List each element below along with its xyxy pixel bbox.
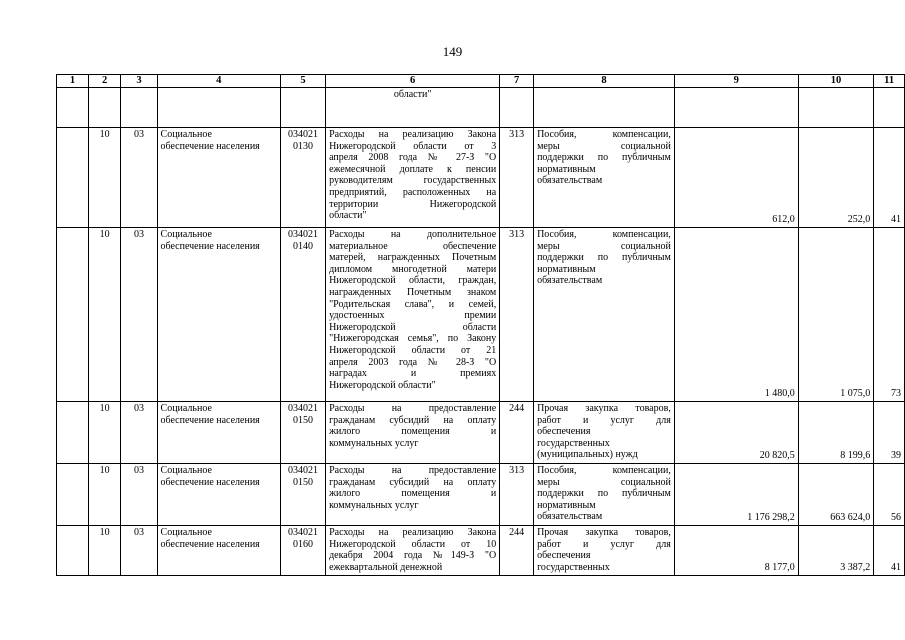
cell-col-5: [280, 402, 325, 464]
cell-line: области": [329, 210, 367, 222]
cell-line: гражданам субсидий на оплату: [329, 476, 497, 488]
cell-line: Нижегородской области, граждан,: [329, 275, 497, 287]
cell-line: Социальное: [160, 465, 212, 476]
cell-line: 034021: [287, 527, 318, 538]
cell-line: Пособия, компенсации,: [537, 129, 671, 140]
cell-col-7: 313: [500, 464, 534, 526]
cell-line: гражданам субсидий на оплату: [329, 414, 497, 426]
cell-line: государственных: [537, 561, 610, 573]
cell-line: Социальное: [160, 129, 212, 140]
cell-line: работ и услуг для: [537, 414, 671, 426]
table-row: [57, 88, 905, 128]
cell-col-9: 1 176 298,2: [674, 464, 798, 526]
cell-col-9: 8 177,0: [674, 526, 798, 576]
cell-col-5: [280, 228, 325, 402]
cell-col-4: [157, 128, 280, 228]
cell-col-7: 313: [500, 128, 534, 228]
table-row: [57, 402, 905, 464]
table-header-row: [57, 75, 905, 88]
cell-line: 034021: [287, 465, 318, 476]
cell-line: обязательствам: [537, 275, 603, 287]
cell-col-8: [534, 88, 675, 128]
cell-col-1: [57, 128, 89, 228]
cell-line: апреля 2008 года № 27-З "О: [329, 152, 497, 164]
cell-line: коммунальных услуг: [329, 437, 419, 449]
column-header: 1: [57, 75, 89, 88]
cell-line: меры социальной: [537, 476, 671, 488]
cell-line: коммунальных услуг: [329, 499, 419, 511]
cell-line: поддержки по публичным: [537, 152, 671, 164]
cell-col-4: [157, 402, 280, 464]
cell-line: наградах и премиях: [329, 368, 497, 380]
cell-line: 034021: [287, 229, 318, 240]
cell-col-7: 244: [500, 526, 534, 576]
cell-line: обеспечение населения: [160, 538, 260, 550]
cell-line: обеспечение населения: [160, 414, 260, 426]
cell-col-11: 73: [874, 228, 905, 402]
cell-line: Социальное: [160, 527, 212, 538]
cell-col-3: 03: [121, 526, 157, 576]
table-row: [57, 228, 905, 402]
cell-line: жилого помещения и: [329, 488, 497, 500]
cell-line: обеспечение населения: [160, 140, 260, 152]
cell-col-5: [280, 464, 325, 526]
cell-line: 0140: [292, 240, 313, 252]
cell-line: 0150: [292, 476, 313, 488]
cell-line: удостоенных премии: [329, 310, 497, 322]
cell-line: меры социальной: [537, 140, 671, 152]
table-row: [57, 128, 905, 228]
page-number: 149: [442, 44, 463, 59]
cell-line: Нижегородской области от 3: [329, 140, 497, 152]
cell-col-2: [88, 88, 121, 128]
cell-col-11: [874, 88, 905, 128]
cell-col-2: 10: [88, 228, 121, 402]
cell-col-9: 20 820,5: [674, 402, 798, 464]
cell-col-3: 03: [121, 402, 157, 464]
cell-line: обеспечения: [537, 426, 591, 438]
cell-line: меры социальной: [537, 240, 671, 252]
cell-line: апреля 2003 года № 28-З "О: [329, 356, 497, 368]
column-header: 6: [326, 75, 500, 88]
cell-line: области": [393, 89, 432, 100]
cell-line: работ и услуг для: [537, 538, 671, 550]
column-header: 3: [121, 75, 157, 88]
cell-col-3: 03: [121, 228, 157, 402]
cell-line: жилого помещения и: [329, 426, 497, 438]
cell-col-6: [326, 228, 500, 402]
cell-line: Прочая закупка товаров,: [537, 403, 671, 414]
cell-col-2: 10: [88, 464, 121, 526]
cell-line: обеспечение населения: [160, 240, 260, 252]
cell-col-10: 8 199,6: [798, 402, 874, 464]
cell-col-1: [57, 228, 89, 402]
cell-col-1: [57, 464, 89, 526]
cell-col-8: [534, 228, 675, 402]
cell-line: 034021: [287, 129, 318, 140]
cell-line: Социальное: [160, 403, 212, 414]
cell-col-9: 1 480,0: [674, 228, 798, 402]
cell-line: Расходы на реализацию Закона: [329, 527, 497, 538]
cell-col-4: [157, 228, 280, 402]
cell-line: Расходы на реализацию Закона: [329, 129, 497, 140]
cell-line: декабря 2004 года №149-З "О: [329, 550, 497, 562]
cell-line: обеспечение населения: [160, 476, 260, 488]
cell-line: обязательствам: [537, 175, 603, 187]
cell-line: материальное обеспечение: [329, 240, 497, 252]
column-header: 8: [534, 75, 675, 88]
cell-col-5: [280, 128, 325, 228]
cell-col-11: 39: [874, 402, 905, 464]
table-row: [57, 526, 905, 576]
cell-line: поддержки по публичным: [537, 488, 671, 500]
cell-line: 034021: [287, 403, 318, 414]
cell-col-11: 41: [874, 526, 905, 576]
cell-col-8: [534, 128, 675, 228]
cell-col-3: 03: [121, 464, 157, 526]
cell-col-5: [280, 88, 325, 128]
cell-line: нормативным: [537, 163, 596, 175]
cell-col-8: [534, 402, 675, 464]
cell-col-4: [157, 464, 280, 526]
cell-col-6: [326, 88, 500, 128]
cell-line: нормативным: [537, 263, 596, 275]
cell-col-8: [534, 464, 675, 526]
cell-col-11: 56: [874, 464, 905, 526]
cell-line: 0130: [292, 140, 313, 152]
cell-col-2: 10: [88, 402, 121, 464]
cell-col-3: [121, 88, 157, 128]
cell-line: Расходы на предоставление: [329, 403, 497, 414]
column-header: 11: [874, 75, 905, 88]
cell-line: Нижегородской области от 10: [329, 538, 497, 550]
cell-line: поддержки по публичным: [537, 252, 671, 264]
cell-line: (муниципальных) нужд: [537, 449, 638, 461]
cell-col-6: [326, 402, 500, 464]
cell-col-8: [534, 526, 675, 576]
cell-line: руководителям государственных: [329, 175, 497, 187]
column-header: 9: [674, 75, 798, 88]
cell-col-1: [57, 526, 89, 576]
cell-col-5: [280, 526, 325, 576]
cell-line: "Родительская слава", и семей,: [329, 298, 497, 310]
cell-line: нормативным: [537, 499, 596, 511]
cell-line: обеспечения: [537, 550, 591, 562]
cell-line: дипломом многодетной матери: [329, 263, 497, 275]
cell-line: обязательствам: [537, 511, 603, 523]
cell-col-1: [57, 88, 89, 128]
cell-col-10: 252,0: [798, 128, 874, 228]
cell-col-6: [326, 464, 500, 526]
cell-line: 0150: [292, 414, 313, 426]
cell-col-7: 244: [500, 402, 534, 464]
cell-col-11: 41: [874, 128, 905, 228]
cell-col-9: [674, 88, 798, 128]
cell-line: Нижегородской области от 21: [329, 344, 497, 356]
cell-line: 0160: [292, 538, 313, 550]
cell-col-10: 663 624,0: [798, 464, 874, 526]
cell-col-2: 10: [88, 526, 121, 576]
column-header: 5: [280, 75, 325, 88]
cell-line: Нижегородской области": [329, 379, 436, 391]
cell-line: ежеквартальной денежной: [329, 561, 443, 573]
column-header: 4: [157, 75, 280, 88]
cell-col-4: [157, 526, 280, 576]
cell-line: Прочая закупка товаров,: [537, 527, 671, 538]
cell-col-3: 03: [121, 128, 157, 228]
cell-col-10: 3 387,2: [798, 526, 874, 576]
column-header: 10: [798, 75, 874, 88]
cell-col-7: [500, 88, 534, 128]
cell-col-4: [157, 88, 280, 128]
cell-col-6: [326, 526, 500, 576]
cell-line: Расходы на предоставление: [329, 465, 497, 476]
cell-line: награжденных Почетным знаком: [329, 286, 497, 298]
cell-line: "Нижегородская семья", по Закону: [329, 333, 497, 345]
cell-line: Расходы на дополнительное: [329, 229, 497, 240]
cell-col-2: 10: [88, 128, 121, 228]
cell-line: Нижегородской области: [329, 321, 497, 333]
cell-col-10: [798, 88, 874, 128]
cell-line: Пособия, компенсации,: [537, 465, 671, 476]
column-header: 7: [500, 75, 534, 88]
cell-line: предприятий, расположенных на: [329, 186, 497, 198]
budget-table: [56, 74, 905, 576]
table-row: [57, 464, 905, 526]
cell-line: ежемесячной доплате к пенсии: [329, 163, 497, 175]
cell-line: Социальное: [160, 229, 212, 240]
cell-col-10: 1 075,0: [798, 228, 874, 402]
cell-col-1: [57, 402, 89, 464]
cell-col-9: 612,0: [674, 128, 798, 228]
column-header: 2: [88, 75, 121, 88]
cell-line: государственных: [537, 437, 610, 449]
cell-col-7: 313: [500, 228, 534, 402]
cell-col-6: [326, 128, 500, 228]
cell-line: территории Нижегородской: [329, 198, 497, 210]
cell-line: Пособия, компенсации,: [537, 229, 671, 240]
cell-line: матерей, награжденных Почетным: [329, 252, 497, 264]
